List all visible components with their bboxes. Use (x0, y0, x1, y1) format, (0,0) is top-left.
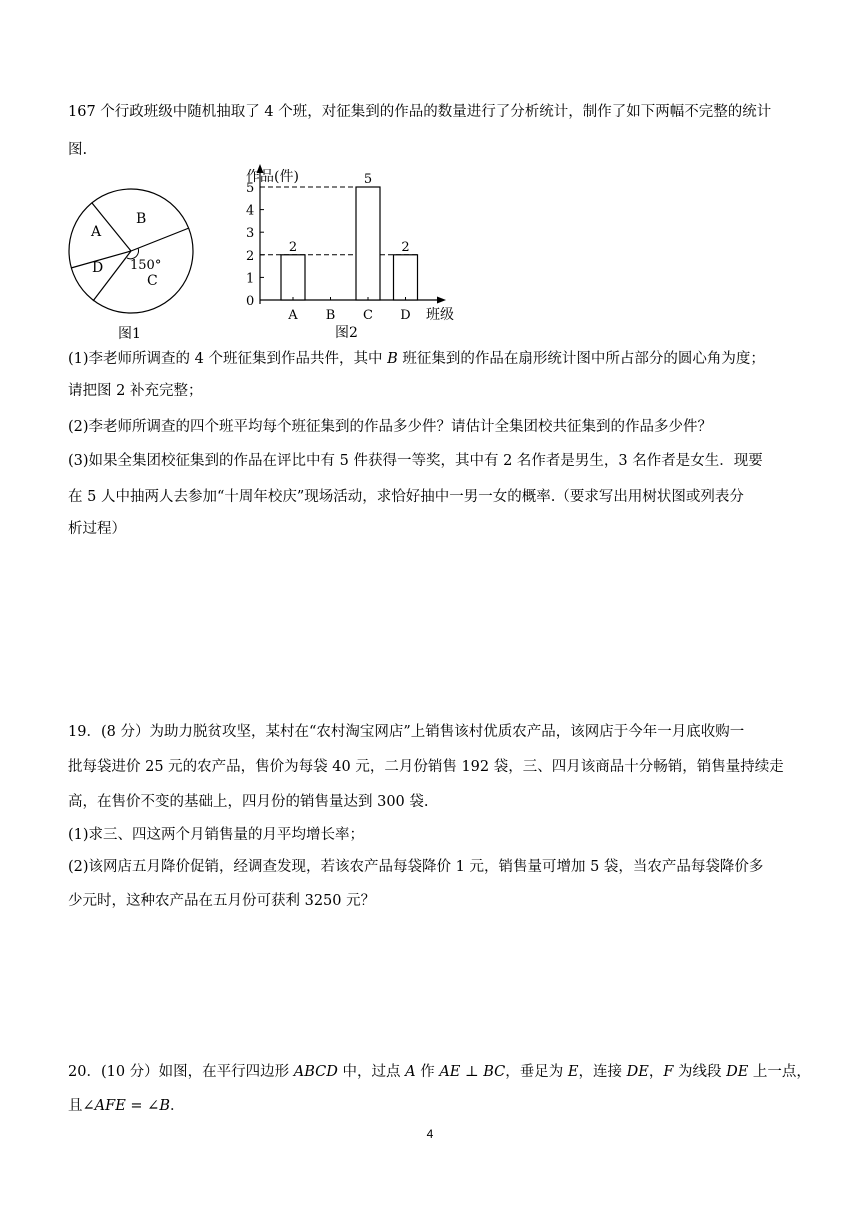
bar-value-label: 2 (288, 239, 298, 255)
figure-2-caption: 图2 (335, 325, 358, 341)
page-number: 4 (426, 1127, 434, 1141)
q20-ae: AE (439, 1064, 461, 1080)
q18-part3-line3: 析过程） (68, 521, 126, 537)
q20-angle-b: B (159, 1098, 170, 1114)
q20-text-4: ，垂足为 (505, 1064, 568, 1080)
pie-label-a: A (91, 224, 102, 240)
q18-part1-text-b: 班征集到的作品在扇形统计图中所占部分的圆心角为度； (397, 351, 765, 367)
q18-part2: (2)李老师所调查的四个班平均每个班征集到的作品多少件？请估计全集团校共征集到的作品多少件？ (68, 419, 713, 435)
x-axis-label: 班级 (426, 307, 454, 323)
q20-text-9: 且∠ (68, 1098, 95, 1114)
figure-1-caption: 图1 (118, 326, 141, 342)
q20-text-2: 中，过点 (337, 1064, 406, 1080)
q18-part1-line1 (68, 350, 765, 368)
bar-c (356, 187, 380, 300)
pie-angle-label: 150° (130, 258, 162, 273)
y-tick-label: 3 (246, 226, 255, 242)
q20-point-f: F (663, 1064, 674, 1080)
q18-part3-line2: 在 5 人中抽两人去参加“十周年校庆”现场活动，求恰好抽中一男一女的概率.（要求写出用树状图或列表分 (68, 489, 744, 505)
q20-point-e: E (567, 1064, 579, 1080)
x-tick-label: A (288, 308, 298, 323)
q20-text-5: ，连接 (578, 1064, 627, 1080)
y-tick-label: 0 (246, 294, 255, 309)
q19-part2-line2: 少元时，这种农产品在五月份可获利 3250 元？ (68, 893, 376, 909)
y-tick-label: 1 (246, 271, 255, 287)
q18-part1-text-a: (1)李老师所调查的 4 个班征集到作品共件，其中 (68, 351, 388, 367)
x-tick-label: B (325, 308, 336, 323)
q19-line2: 批每袋进价 25 元的农产品，售价为每袋 40 元，二月份销售 192 袋，三、四月该商品十分畅销，销售量持续走 (68, 759, 784, 775)
q20-point-a: A (405, 1064, 416, 1080)
bar-value-label: 2 (401, 239, 410, 255)
q20-text-7: 为线段 (673, 1064, 727, 1080)
q20-afe: AFE (94, 1098, 126, 1114)
q20-bc: BC (483, 1064, 506, 1080)
bar-d (394, 255, 418, 300)
q20-text-6: ， (648, 1064, 664, 1080)
y-tick-label: 4 (246, 203, 255, 219)
y-tick-label: 5 (246, 181, 255, 196)
pie-label-d: D (92, 260, 104, 276)
q20-line1 (68, 1063, 811, 1081)
figure-1-pie-chart (60, 185, 210, 345)
y-tick-label: 2 (246, 248, 255, 264)
q20-perp: ⊥ (460, 1064, 484, 1080)
q19-line3: 高，在售价不变的基础上，四月份的销售量达到 300 袋. (68, 794, 429, 810)
pie-divider-cd (93, 251, 131, 301)
q18-part1-line2: 请把图 2 补充完整； (68, 383, 203, 399)
q20-text-3: 作 (415, 1064, 440, 1080)
q20-de-2: DE (726, 1064, 749, 1080)
pie-label-c: C (147, 273, 158, 289)
q20-text-8: 上一点， (748, 1064, 811, 1080)
x-axis-arrow (437, 297, 446, 304)
pie-divider-bc (131, 228, 189, 251)
x-tick-label: C (363, 308, 373, 323)
q20-text-11: ． (169, 1098, 185, 1114)
figure-2-bar-chart (215, 158, 485, 348)
intro-line-2: 图. (68, 142, 88, 158)
q20-line2 (68, 1097, 184, 1115)
q20-de: DE (626, 1064, 649, 1080)
intro-line-1: 167 个行政班级中随机抽取了 4 个班，对征集到的作品的数量进行了分析统计，制作了如下两幅不完整的统计 (68, 104, 772, 120)
q19-part2-line1: (2)该网店五月降价促销，经调查发现，若该农产品每袋降价 1 元，销售量可增加 5 袋，当农产品每袋降价多 (68, 859, 764, 875)
q20-abcd: ABCD (293, 1064, 338, 1080)
q19-line1: 19．(8 分）为助力脱贫攻坚，某村在“农村淘宝网店”上销售该村优质农产品，该网店于今年一月底收购一 (68, 724, 745, 740)
q18-part3-line1: (3)如果全集团校征集到的作品在评比中有 5 件获得一等奖，其中有 2 名作者是男生，3 名作者是女生．现要 (68, 453, 763, 469)
q20-text-1: 20．(10 分）如图，在平行四边形 (68, 1064, 294, 1080)
bar-value-label: 5 (363, 172, 373, 187)
q19-part1: (1)求三、四这两个月销售量的月平均增长率； (68, 827, 365, 843)
q18-part1-var-b: B (387, 351, 398, 367)
x-tick-label: D (400, 308, 411, 323)
y-axis-label: 作品(件) (246, 169, 299, 185)
bar-a (281, 255, 305, 300)
pie-label-b: B (136, 211, 147, 227)
q20-text-10: = ∠ (125, 1098, 160, 1114)
